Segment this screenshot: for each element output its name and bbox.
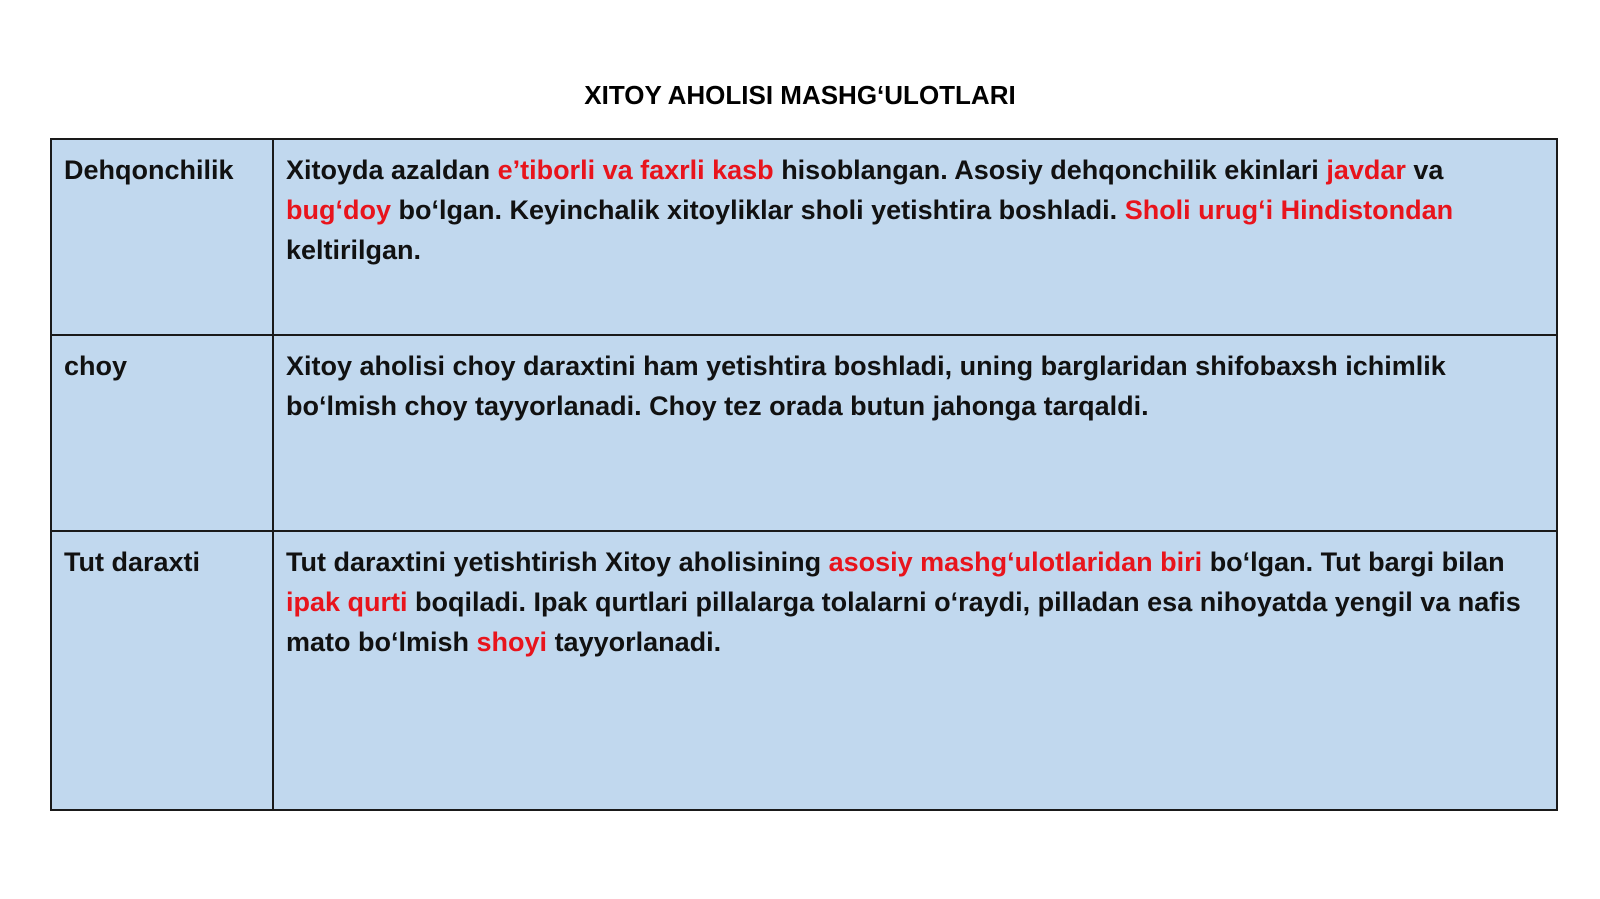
table-row bbox=[51, 335, 1557, 531]
description-text: Tut daraxtini yetishtirish Xitoy aholisining bbox=[286, 547, 829, 577]
row-description bbox=[273, 531, 1557, 810]
description-text: keltirilgan. bbox=[286, 235, 422, 265]
description-text: Xitoy aholisi choy daraxtini ham yetishtira boshladi, uning barglaridan shifobaxsh ichimlik bo‘lmish choy tayyorlanadi. Choy tez orada butun jahonga tarqaldi. bbox=[286, 351, 1446, 421]
row-label-cell bbox=[51, 335, 273, 531]
highlighted-text: bug‘doy bbox=[286, 195, 391, 225]
row-label-cell bbox=[51, 139, 273, 335]
row-description bbox=[273, 139, 1557, 335]
description-text: bo‘lgan. Tut bargi bilan bbox=[1202, 547, 1505, 577]
row-label-cell bbox=[51, 531, 273, 810]
row-description bbox=[273, 335, 1557, 531]
row-label: choy bbox=[64, 351, 128, 381]
occupations-table bbox=[50, 138, 1558, 811]
highlighted-text: asosiy mashg‘ulotlaridan biri bbox=[828, 547, 1203, 577]
page-title: XITOY AHOLISI MASHG‘ULOTLARI bbox=[584, 80, 1016, 110]
description-text: va bbox=[1405, 155, 1444, 185]
row-label: Tut daraxti bbox=[64, 547, 201, 577]
row-label: Dehqonchilik bbox=[64, 155, 234, 185]
table-row bbox=[51, 531, 1557, 810]
description-text: bo‘lgan. Keyinchalik xitoyliklar sholi yetishtira boshladi. bbox=[390, 195, 1125, 225]
highlighted-text: javdar bbox=[1326, 155, 1406, 185]
highlighted-text: e’tiborli va faxrli kasb bbox=[497, 155, 774, 185]
highlighted-text: ipak qurti bbox=[286, 587, 408, 617]
description-text: boqiladi. Ipak qurtlari pillalarga tolalarni o‘raydi, pilladan esa nihoyatda yengil va nafis mato bo‘lmish bbox=[286, 587, 1521, 657]
description-text: Xitoyda azaldan bbox=[286, 155, 498, 185]
highlighted-text: shoyi bbox=[476, 627, 548, 657]
highlighted-text: Sholi urug‘i Hindistondan bbox=[1124, 195, 1454, 225]
description-text: hisoblangan. Asosiy dehqonchilik ekinlari bbox=[773, 155, 1327, 185]
table-row bbox=[51, 139, 1557, 335]
description-text: tayyorlanadi. bbox=[547, 627, 722, 657]
